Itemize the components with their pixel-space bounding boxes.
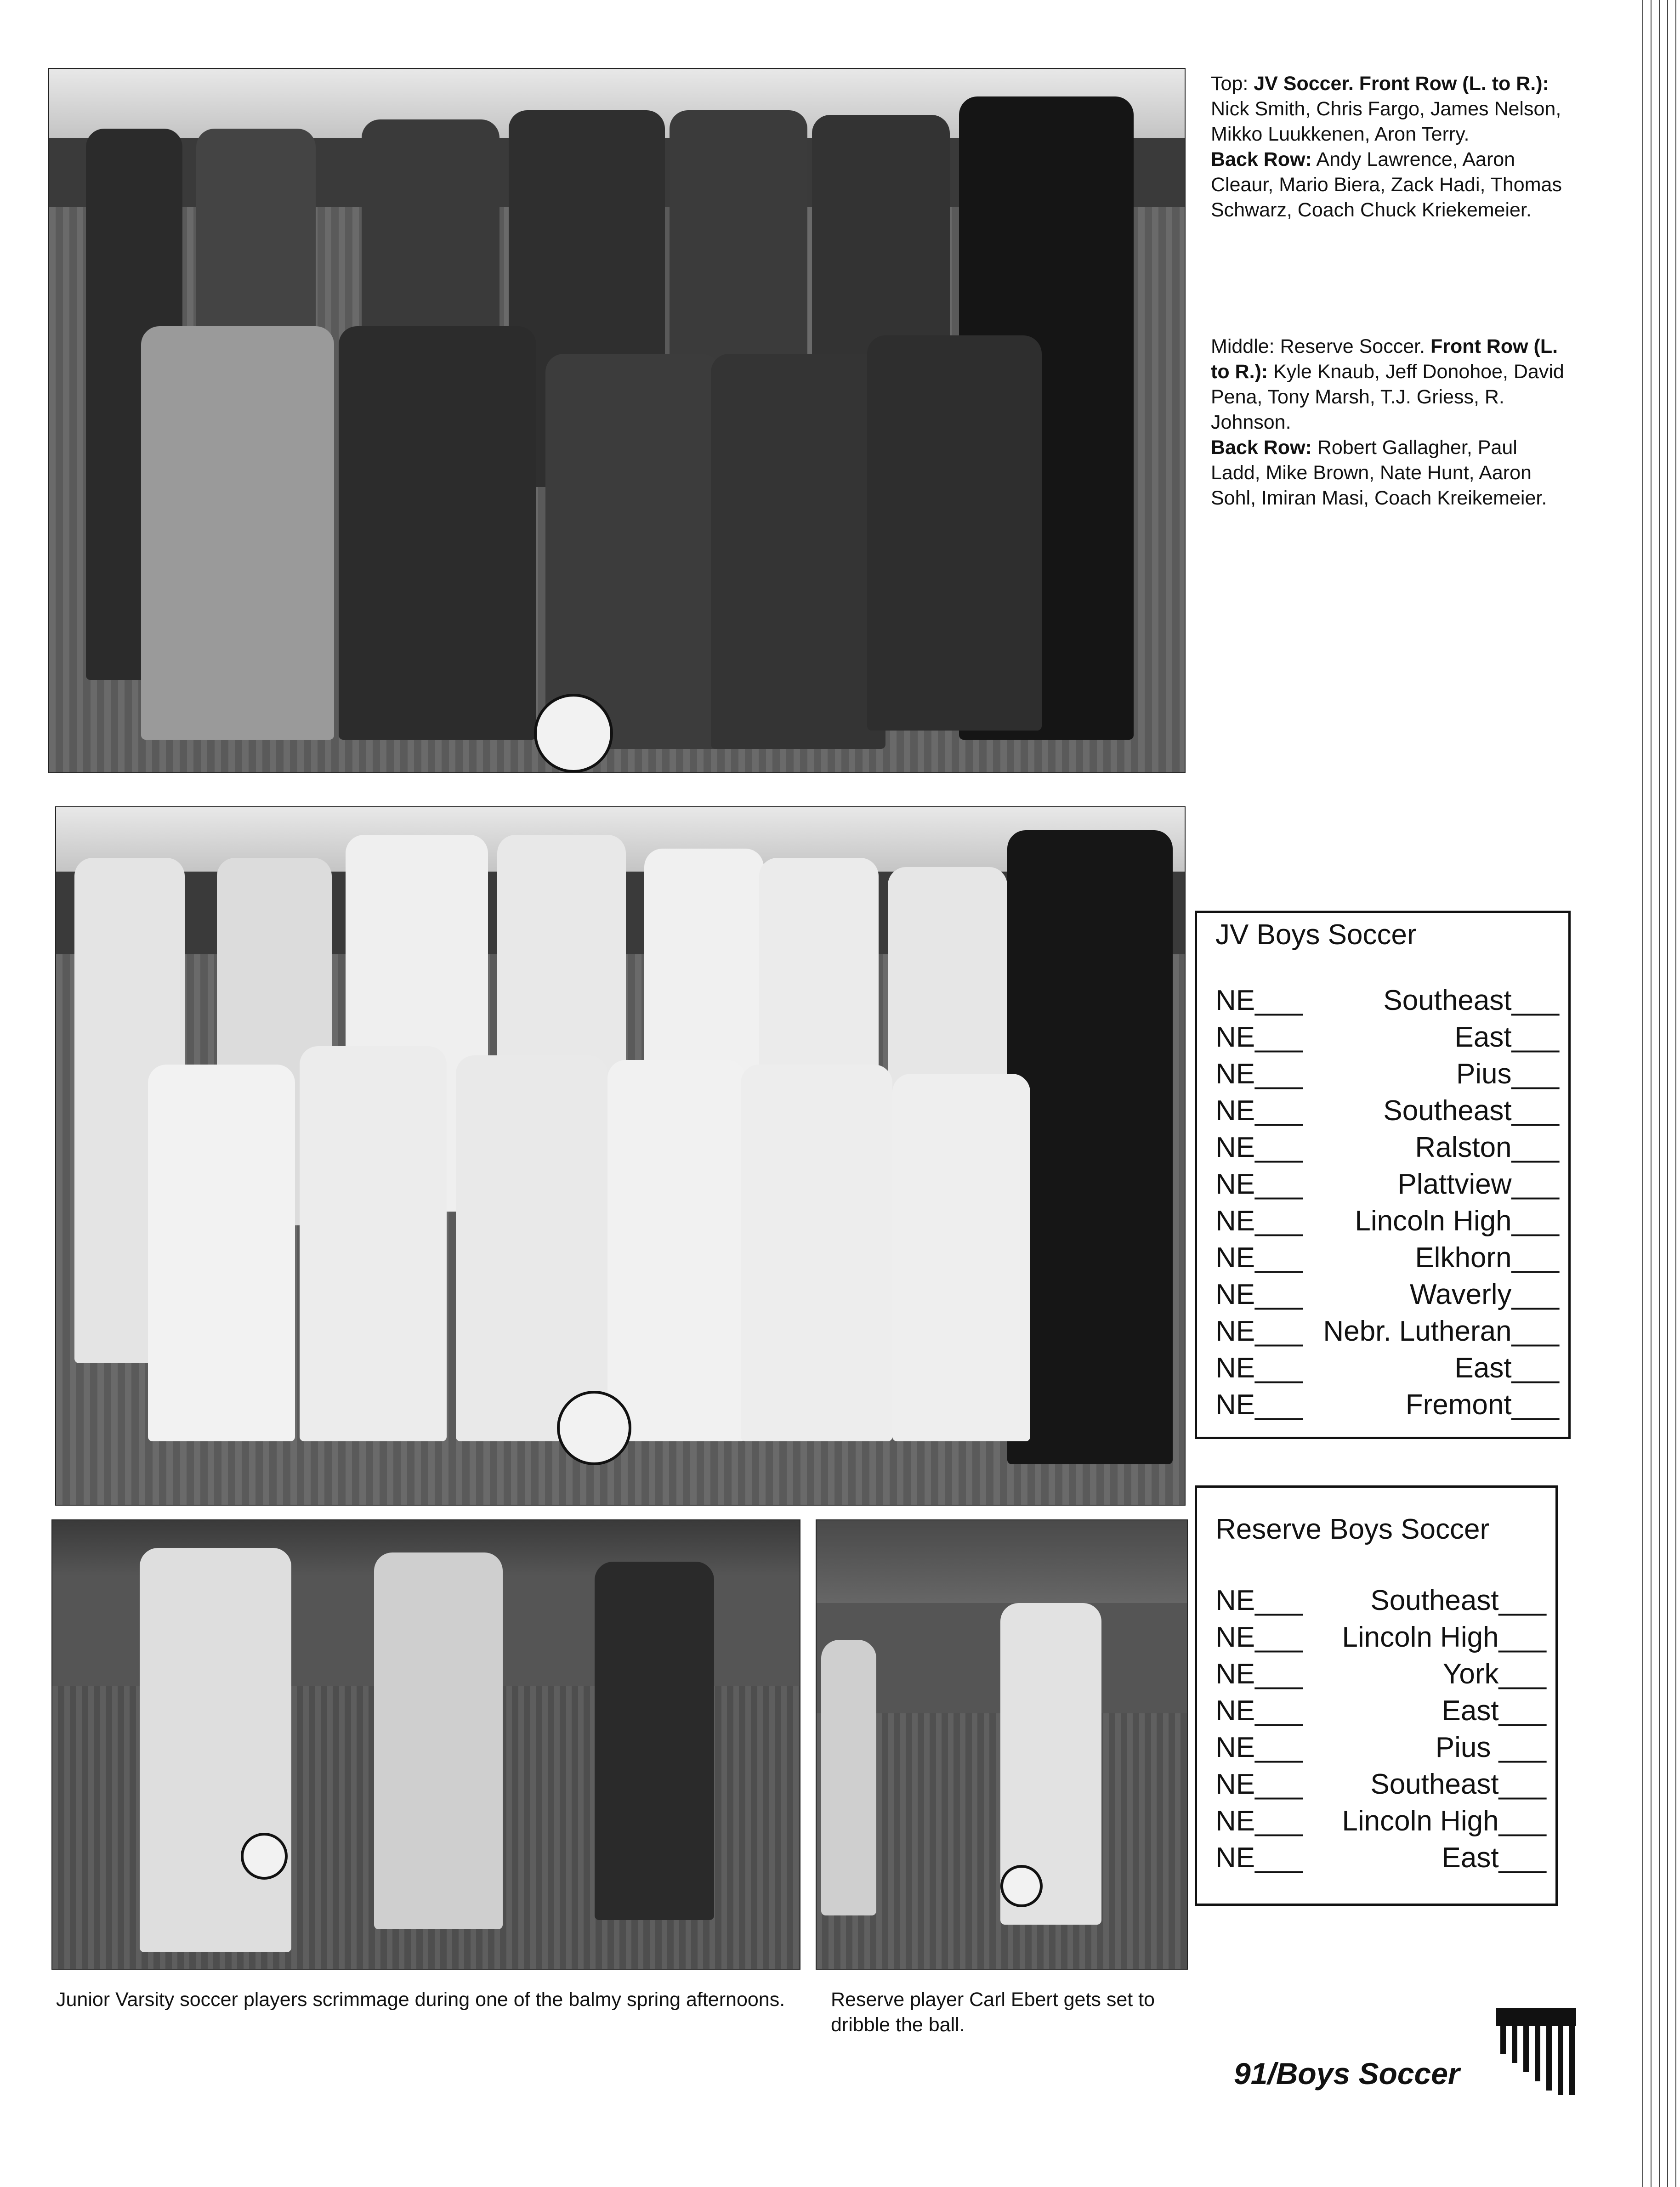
page-footer-label: 91/Boys Soccer xyxy=(1234,2057,1460,2091)
schedule-row: NE___ Ralston___ xyxy=(1215,1132,1559,1163)
schedule-row: NE___ Pius___ xyxy=(1215,1058,1559,1090)
schedule-row: NE___ East___ xyxy=(1215,1842,1546,1874)
reserve-schedule-title: Reserve Boys Soccer xyxy=(1215,1513,1490,1545)
page-edge-decoration xyxy=(1639,0,1680,2187)
jv-schedule-box xyxy=(1195,911,1571,1439)
jv-schedule-title: JV Boys Soccer xyxy=(1215,919,1417,951)
schedule-row: NE___ Southeast___ xyxy=(1215,1768,1546,1800)
soccer-ball-icon xyxy=(241,1833,288,1880)
dribble-photo xyxy=(816,1519,1188,1970)
scrimmage-photo xyxy=(51,1519,800,1970)
schedule-row: NE___ Southeast___ xyxy=(1215,1095,1559,1127)
reserve-team-photo xyxy=(55,806,1186,1506)
soccer-ball-icon xyxy=(557,1391,631,1465)
jv-team-photo xyxy=(48,68,1186,773)
schedule-row: NE___ York___ xyxy=(1215,1658,1546,1690)
schedule-row: NE___ East___ xyxy=(1215,1695,1546,1727)
schedule-row: NE___ Nebr. Lutheran___ xyxy=(1215,1315,1559,1347)
schedule-row: NE___ Southeast___ xyxy=(1215,1585,1546,1616)
soccer-ball-icon xyxy=(1000,1865,1043,1907)
schedule-row: NE___ Pius ___ xyxy=(1215,1732,1546,1763)
schedule-row: NE___ East___ xyxy=(1215,1021,1559,1053)
schedule-row: NE___ Plattview___ xyxy=(1215,1168,1559,1200)
schedule-row: NE___ Lincoln High___ xyxy=(1215,1805,1546,1837)
scrimmage-caption: Junior Varsity soccer players scrimmage during one of the balmy spring afternoons. xyxy=(56,1989,785,2011)
schedule-row: NE___ Elkhorn___ xyxy=(1215,1242,1559,1274)
jv-team-caption: Top: JV Soccer. Front Row (L. to R.): Nick Smith, Chris Fargo, James Nelson, Mikko Luukkenen, Aron Terry. Back Row: Andy Lawrence, Aaron Cleaur, Mario Biera, Zack Hadi, Thomas Schwarz, Coach Chuck Kriekemeier. xyxy=(1211,73,1562,221)
schedule-row: NE___ Lincoln High___ xyxy=(1215,1205,1559,1237)
soccer-ball-icon xyxy=(534,694,613,773)
schedule-row: NE___ Southeast___ xyxy=(1215,985,1559,1016)
schedule-row: NE___ Fremont___ xyxy=(1215,1389,1559,1421)
reserve-schedule-box xyxy=(1195,1485,1558,1906)
footer-decoration-icon xyxy=(1496,2008,1576,2095)
dribble-caption: Reserve player Carl Ebert gets set to dribble the ball. xyxy=(831,1989,1155,2036)
schedule-row: NE___ Lincoln High___ xyxy=(1215,1621,1546,1653)
schedule-row: NE___ Waverly___ xyxy=(1215,1279,1559,1310)
schedule-row: NE___ East___ xyxy=(1215,1352,1559,1384)
reserve-team-caption: Middle: Reserve Soccer. Front Row (L. to R.): Kyle Knaub, Jeff Donohoe, David Pena, Tony Marsh, T.J. Griess, R. Johnson. Back Row: Robert Gallagher, Paul Ladd, Mike Brown, Nate Hunt, Aaron Sohl, Imiran Masi, Coach Kreikemeier. xyxy=(1211,335,1564,509)
